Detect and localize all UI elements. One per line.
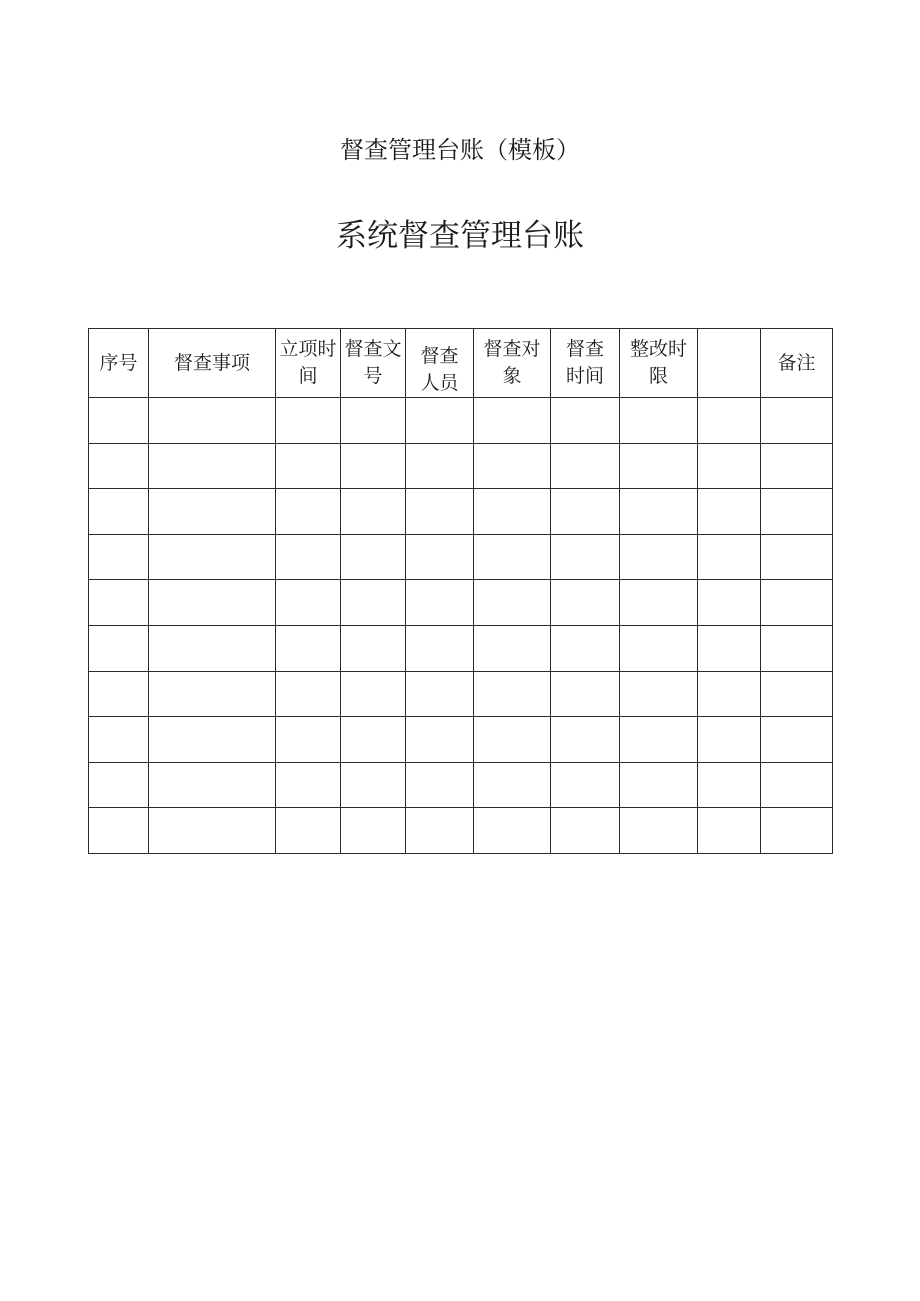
table-cell [341,717,406,763]
table-cell [761,762,833,808]
column-header-serial-number: 序号 [89,329,149,398]
table-cell [761,398,833,444]
column-header-supervision-date: 督查 时间 [551,329,620,398]
table-cell [149,671,276,717]
column-header-supervised-party: 督查对 象 [474,329,551,398]
table-cell [341,671,406,717]
table-cell [341,534,406,580]
table-cell [341,398,406,444]
table-cell [89,398,149,444]
table-cell [620,762,698,808]
table-cell [474,625,551,671]
table-row [89,762,833,808]
table-cell [89,808,149,854]
table-cell [406,489,474,535]
table-cell [474,489,551,535]
table-cell [761,489,833,535]
table-cell [698,717,761,763]
column-header-remarks: 备注 [761,329,833,398]
column-header-supervision-item: 督查事项 [149,329,276,398]
table-row [89,717,833,763]
table-cell [406,398,474,444]
table-cell [89,580,149,626]
table-cell [474,443,551,489]
table-cell [89,717,149,763]
table-cell [341,580,406,626]
table-cell [761,808,833,854]
table-cell [620,398,698,444]
table-cell [276,762,341,808]
table-cell [341,443,406,489]
table-cell [761,580,833,626]
table-cell [474,580,551,626]
table-cell [551,580,620,626]
table-cell [698,762,761,808]
table-cell [620,534,698,580]
table-cell [474,398,551,444]
ledger-title: 系统督查管理台账 [336,218,584,254]
column-header-supervisor: 督查 人员 [406,329,474,398]
table-cell [341,808,406,854]
table-cell [551,398,620,444]
table-cell [551,489,620,535]
table-cell [149,808,276,854]
table-cell [474,671,551,717]
table-cell [149,717,276,763]
column-header-rectification-deadline: 整改时 限 [620,329,698,398]
table-cell [406,625,474,671]
table-cell [276,580,341,626]
table-row [89,808,833,854]
table-cell [698,580,761,626]
table-row [89,534,833,580]
table-cell [149,580,276,626]
table-row [89,489,833,535]
table-cell [276,808,341,854]
table-cell [276,489,341,535]
table-cell [149,534,276,580]
table-cell [276,443,341,489]
table-cell [341,625,406,671]
table-header-row [89,329,833,398]
table-cell [406,671,474,717]
table-cell [474,762,551,808]
table-cell [406,443,474,489]
supervision-ledger-table [88,328,833,854]
table-cell [698,398,761,444]
table-cell [149,625,276,671]
table-cell [474,808,551,854]
table-cell [89,534,149,580]
table-cell [698,534,761,580]
table-cell [620,580,698,626]
table-cell [149,443,276,489]
table-cell [406,762,474,808]
table-cell [406,580,474,626]
table-cell [551,443,620,489]
table-cell [474,534,551,580]
table-cell [149,762,276,808]
table-cell [341,489,406,535]
table-row [89,580,833,626]
table-cell [761,534,833,580]
table-row [89,398,833,444]
table-cell [406,534,474,580]
table-cell [620,489,698,535]
table-cell [620,671,698,717]
table-cell [89,762,149,808]
table-cell [761,443,833,489]
table-cell [698,489,761,535]
table-cell [276,717,341,763]
table-cell [89,625,149,671]
table-cell [276,534,341,580]
table-row [89,671,833,717]
table-cell [551,534,620,580]
table-cell [698,625,761,671]
table-cell [406,808,474,854]
column-header-document-number: 督查文 号 [341,329,406,398]
table-cell [474,717,551,763]
table-cell [551,671,620,717]
column-header-project-date: 立项时 间 [276,329,341,398]
table-cell [761,717,833,763]
table-cell [620,443,698,489]
table-cell [620,808,698,854]
table-cell [551,762,620,808]
table-cell [89,671,149,717]
table-cell [551,625,620,671]
table-cell [89,489,149,535]
table-cell [341,762,406,808]
table-cell [761,671,833,717]
table-row [89,625,833,671]
table-cell [406,717,474,763]
table-row [89,443,833,489]
table-cell [551,717,620,763]
table-cell [276,625,341,671]
table-cell [698,443,761,489]
table-cell [276,671,341,717]
table-cell [620,717,698,763]
column-header-blank [698,329,761,398]
table-cell [276,398,341,444]
table-cell [149,398,276,444]
table-cell [761,625,833,671]
table-cell [698,808,761,854]
table-cell [89,443,149,489]
table-cell [620,625,698,671]
table-cell [698,671,761,717]
document-title: 督查管理台账（模板） [340,136,580,164]
table-cell [551,808,620,854]
table-cell [149,489,276,535]
